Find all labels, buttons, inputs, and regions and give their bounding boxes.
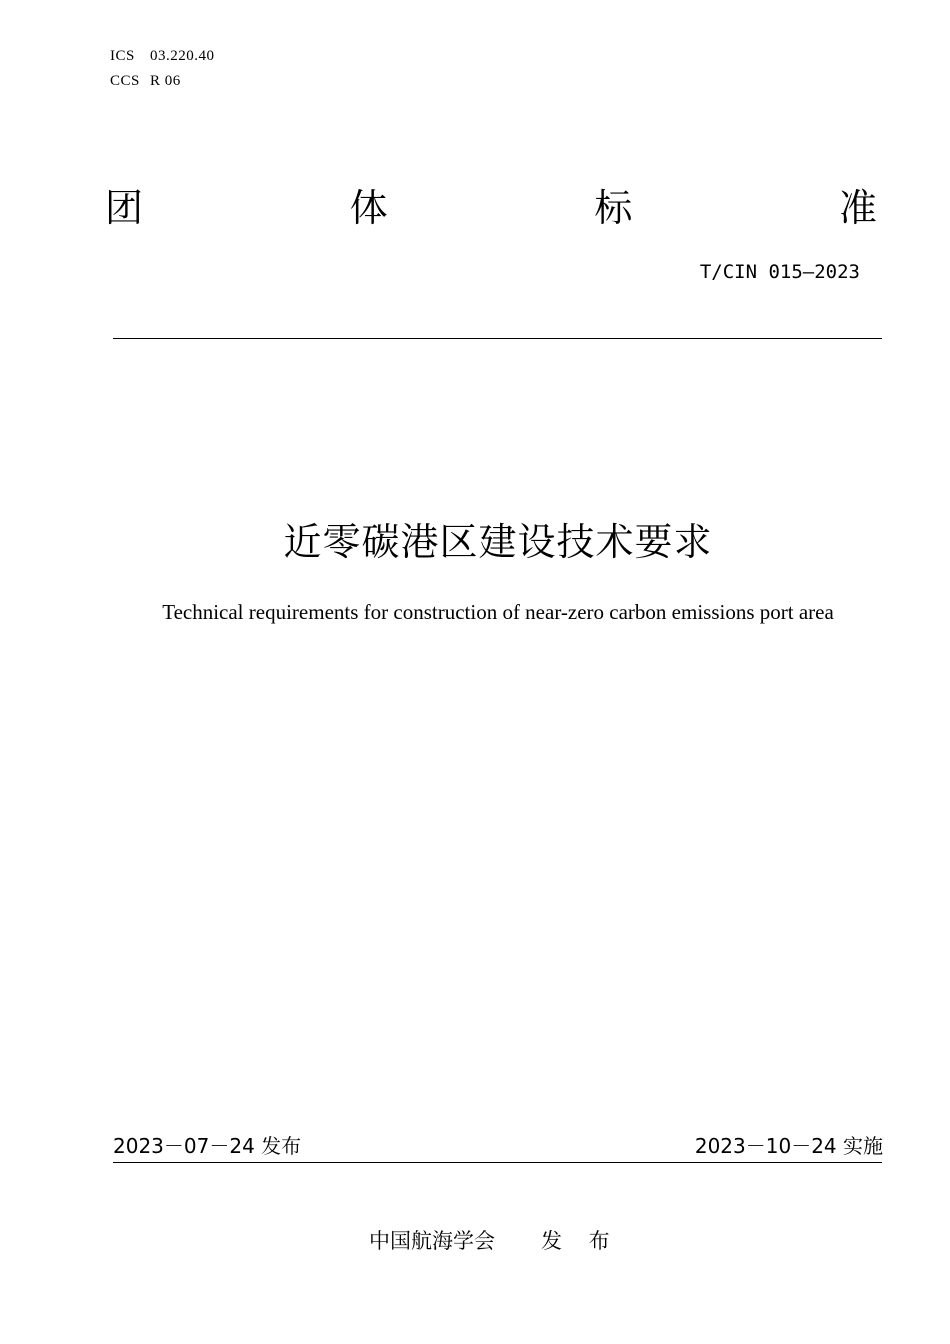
ics-value: 03.220.40: [150, 48, 215, 64]
standard-number: T/CIN 015—2023: [699, 261, 860, 283]
standard-type-heading: [105, 183, 877, 233]
implementation-date: 2023－10－24 实施: [694, 1134, 883, 1158]
publisher-row: [369, 1227, 620, 1255]
standard-type-char: 准: [838, 186, 877, 230]
top-divider: [113, 338, 882, 339]
ccs-code-row: [110, 72, 181, 90]
ccs-value: R 06: [150, 73, 181, 89]
document-title-cn: 近零碳港区建设技术要求: [283, 520, 713, 564]
ccs-label: CCS: [110, 73, 140, 89]
publisher-action: 发 布: [541, 1229, 620, 1253]
standard-type-char: 体: [349, 186, 388, 230]
ics-code-row: [110, 47, 215, 65]
bottom-divider: [113, 1162, 882, 1163]
document-title-en: Technical requirements for construction of near-zero carbon emissions port area: [162, 600, 834, 624]
ics-label: ICS: [110, 48, 135, 64]
release-date: 2023－07－24 发布: [113, 1134, 302, 1158]
standard-type-char: 标: [594, 186, 633, 230]
publisher-name: 中国航海学会: [369, 1229, 495, 1253]
standard-type-char: 团: [105, 186, 144, 230]
